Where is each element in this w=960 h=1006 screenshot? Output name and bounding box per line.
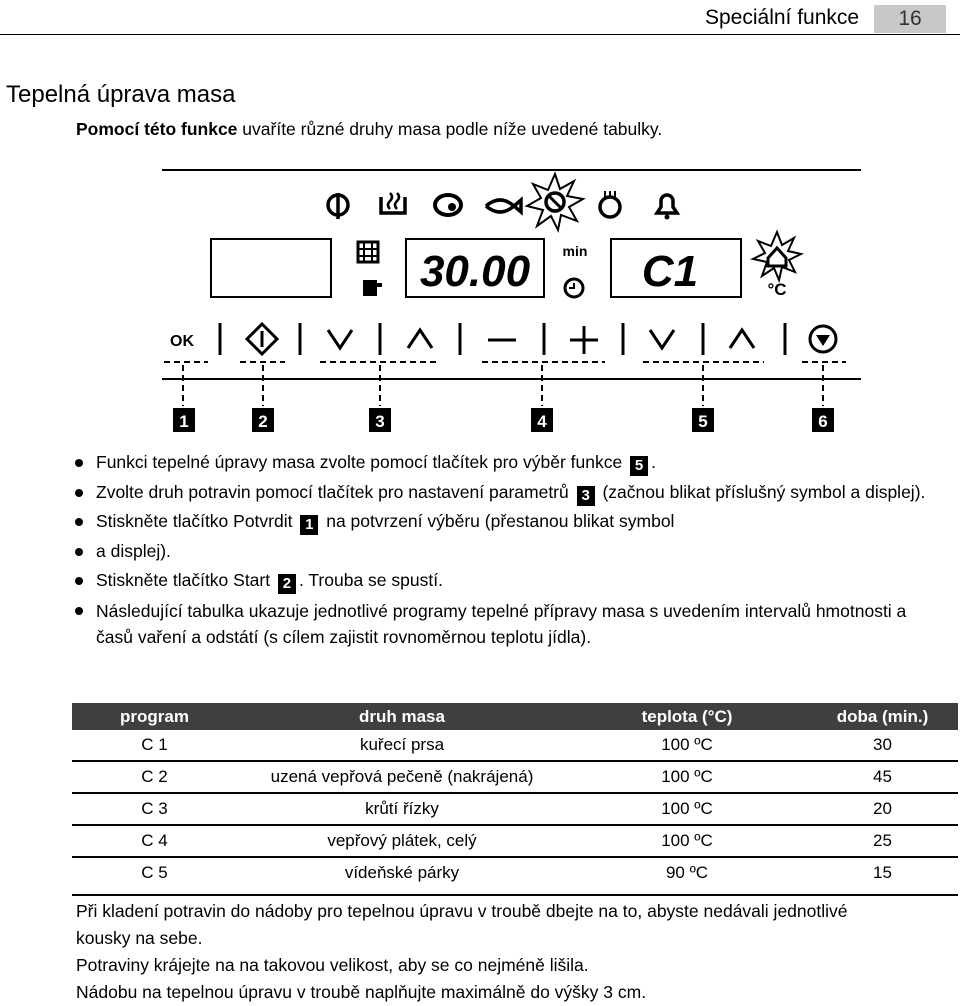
bell-icon	[657, 195, 677, 220]
col-header-time: doba (min.)	[807, 703, 958, 730]
meat-probe-icon	[753, 232, 801, 280]
cell-meat: kuřecí prsa	[359, 735, 445, 754]
cell-temp: 90 ºC	[567, 857, 807, 888]
cell-time: 30	[873, 735, 892, 754]
callout-1	[173, 408, 195, 432]
plus-icon	[570, 326, 598, 354]
table-row	[72, 761, 958, 793]
down-chevron-icon	[328, 330, 352, 348]
svg-text:1: 1	[179, 412, 189, 431]
cell-temp: 100 ºC	[567, 761, 807, 793]
cell-program: C 2	[72, 761, 237, 793]
control-panel-diagram	[150, 160, 870, 445]
ok-button-label: OK	[170, 333, 194, 350]
note-line: Potraviny krájejte na na takovou velikost, aby se co nejméně lišila.	[76, 955, 589, 975]
cell-program: C 3	[72, 793, 237, 825]
instruction-item: Stiskněte tlačítko Start 2 . Trouba se spustí.	[72, 566, 932, 596]
callout-4	[531, 408, 553, 432]
cell-temp: 100 ºC	[567, 793, 807, 825]
pizza-icon	[435, 195, 461, 215]
cell-time: 20	[807, 793, 958, 825]
col-header-temp: teplota (°C)	[567, 703, 807, 730]
table-row	[72, 793, 958, 825]
pot-icon	[363, 280, 382, 296]
celsius-label: °C	[767, 280, 787, 299]
cell-temp: 100 ºC	[567, 825, 807, 857]
step-badge: 3	[577, 486, 595, 506]
svg-text:6: 6	[818, 412, 828, 431]
note-line: kousky na sebe.	[76, 928, 203, 948]
fish-icon	[486, 200, 521, 212]
instruction-item: a displej).	[72, 537, 932, 567]
table-bottom-rule	[72, 894, 958, 896]
program-display: C1	[641, 247, 699, 296]
svg-text:3: 3	[375, 412, 385, 431]
program-grid-icon	[358, 242, 378, 262]
header-title: Speciální funkce	[705, 6, 860, 29]
instruction-item: Funkci tepelné úpravy masa zvolte pomocí tlačítek pro výběr funkce 5 .	[72, 448, 932, 478]
stop-icon	[810, 326, 836, 352]
callout-2	[252, 408, 274, 432]
instruction-list	[72, 448, 932, 650]
instruction-item: Stiskněte tlačítko Potvrdit 1 na potvrzení výběru (přestanou blikat symbol	[72, 507, 932, 537]
meat-program-icon	[527, 174, 583, 230]
cell-program: C 4	[72, 825, 237, 857]
cell-meat: uzená vepřová pečeně (nakrájená)	[237, 761, 567, 793]
intro-bold: Pomocí této funkce	[76, 119, 238, 139]
cell-time: 15	[807, 857, 958, 888]
svg-text:2: 2	[258, 412, 268, 431]
step-badge: 2	[278, 574, 296, 594]
callout-3	[369, 408, 391, 432]
instruction-item: Zvolte druh potravin pomocí tlačítek pro nastavení parametrů 3 (začnou blikat příslušný symbol a displej).	[72, 478, 932, 508]
cell-time: 25	[807, 825, 958, 857]
intro-text	[76, 119, 662, 140]
note-line: Nádobu na tepelnou úpravu v troubě naplňujte maximálně do výšky 3 cm.	[76, 982, 647, 1002]
cell-program: C 5	[72, 857, 237, 888]
table-row	[72, 825, 958, 857]
table-header	[72, 703, 958, 730]
cell-meat: vídeňské párky	[237, 857, 567, 888]
time-display: 30.00	[419, 247, 531, 296]
start-icon	[247, 324, 277, 354]
svg-text:5: 5	[698, 412, 708, 431]
meat-program-table	[72, 703, 958, 888]
page-number: 16	[874, 5, 946, 33]
up-chevron-icon	[730, 330, 754, 348]
cell-time: 45	[807, 761, 958, 793]
note-line: Při kladení potravin do nádoby pro tepelnou úpravu v troubě dbejte na to, abyste nedávali jednotlivé	[76, 901, 848, 921]
step-badge: 1	[300, 515, 318, 535]
up-chevron-icon	[408, 330, 432, 348]
min-label: min	[562, 243, 588, 259]
col-header-program: program	[72, 703, 237, 730]
header-rule	[0, 34, 960, 35]
intro-rest: uvaříte různé druhy masa podle níže uvedené tabulky.	[237, 119, 663, 139]
section-title: Tepelná úprava masa	[6, 81, 236, 108]
cell-meat: vepřový plátek, celý	[237, 825, 567, 857]
step-badge: 5	[630, 456, 648, 476]
callout-5	[692, 408, 714, 432]
oven-heat-icon	[381, 193, 405, 213]
instruction-item: Následující tabulka ukazuje jednotlivé programy tepelné přípravy masa s uvedením intervalů hmotnosti a časů vaření a odstátí (s cílem zajistit rovnoměrnou teplotu jídla).	[72, 596, 932, 650]
col-header-meat: druh masa	[237, 703, 567, 730]
cell-temp: 100 ºC	[661, 735, 713, 754]
table-row	[72, 730, 958, 761]
notes	[76, 898, 848, 1006]
clock-icon	[565, 279, 583, 297]
svg-text:4: 4	[537, 412, 547, 431]
table-row	[72, 857, 958, 888]
down-chevron-icon	[650, 330, 674, 348]
bottom-heat-icon	[600, 191, 620, 217]
grill-icon	[328, 193, 348, 219]
cell-program: C 1	[141, 735, 168, 754]
cell-meat: krůtí řízky	[237, 793, 567, 825]
callout-6	[812, 408, 834, 432]
